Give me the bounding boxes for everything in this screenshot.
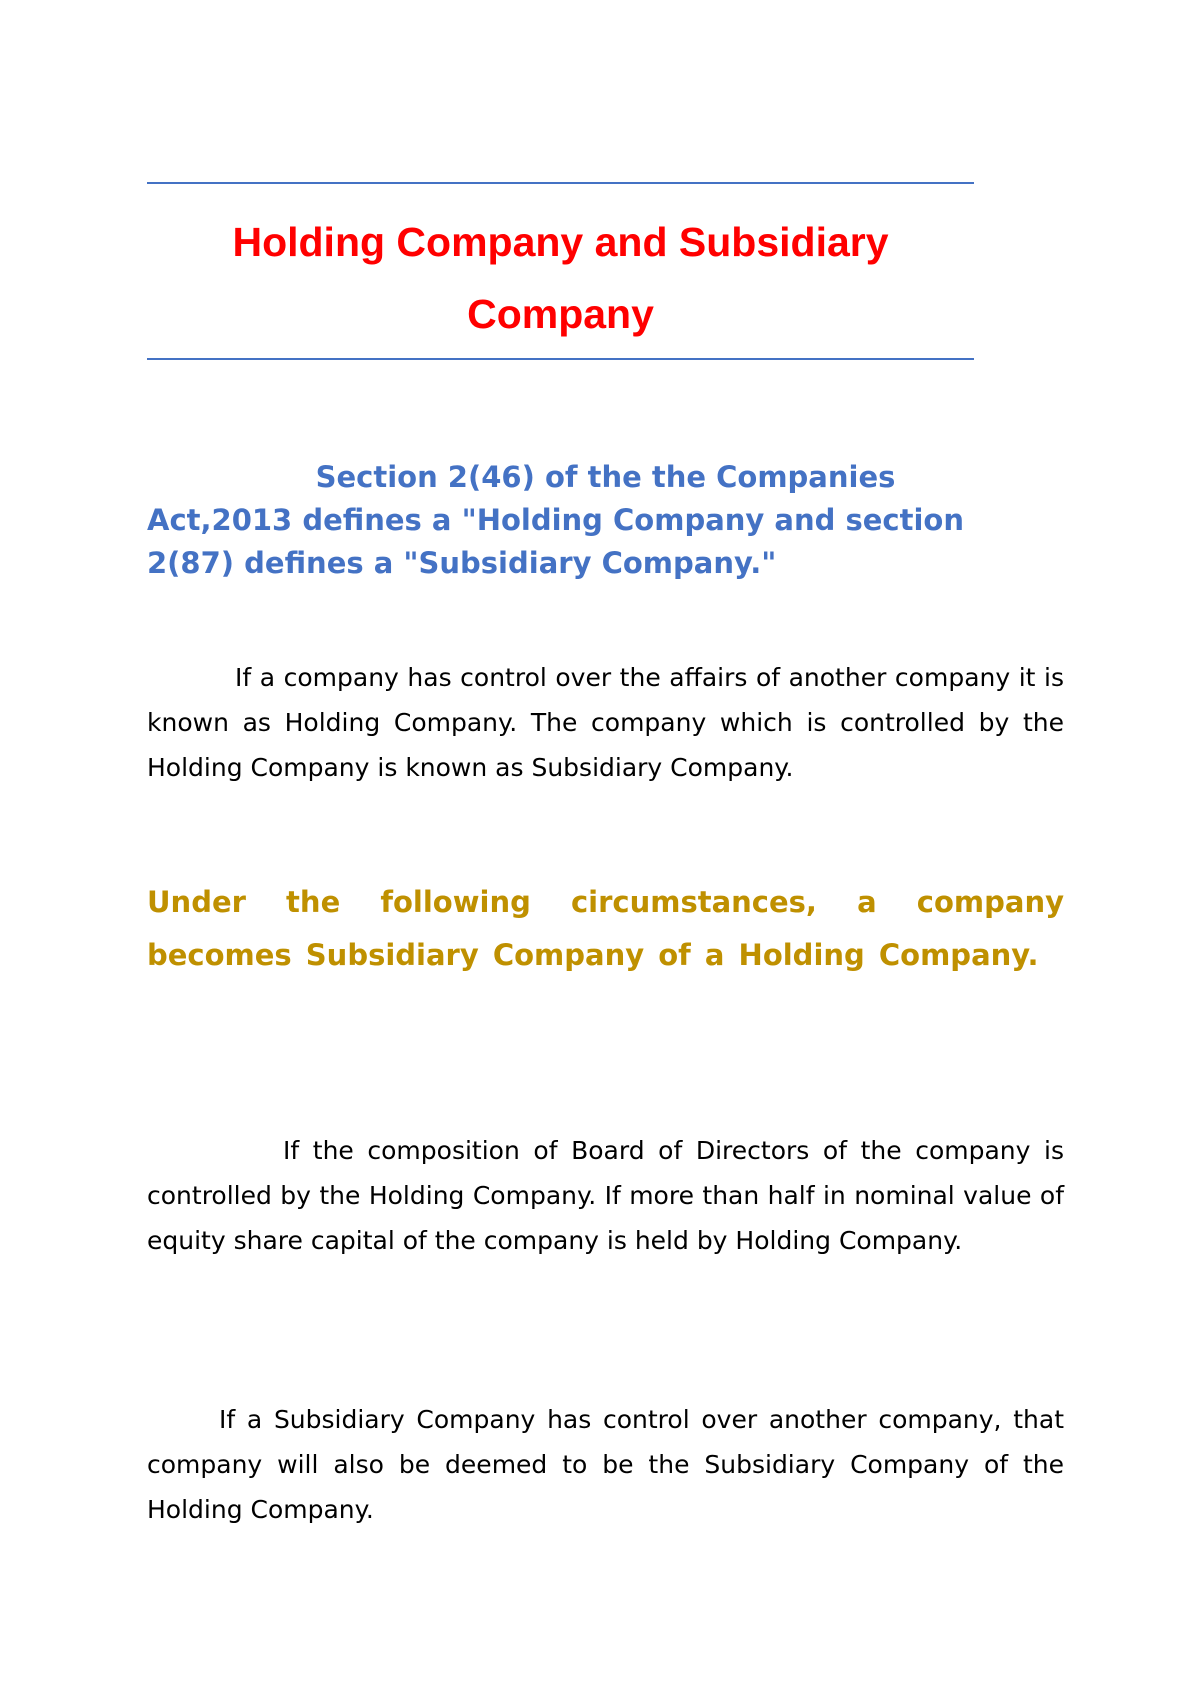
board-composition-paragraph: If the composition of Board of Directors of the company is controlled by the Holding Company. If more than half in nominal value of equity share capital of the company is held by Holding Company. bbox=[147, 1136, 1064, 1255]
section-definition-line-3: 2(87) defines a "Subsidiary Company." bbox=[147, 546, 777, 580]
indirect-subsidiary-paragraph: If a Subsidiary Company has control over another company, that company will also be deemed to be the Subsidiary Company of the Holding Company. bbox=[147, 1405, 1064, 1524]
title-top-rule bbox=[147, 182, 974, 184]
title-bottom-rule bbox=[147, 358, 974, 360]
page-title: Holding Company and Subsidiary Company bbox=[232, 219, 889, 337]
section-definition bbox=[147, 456, 1064, 585]
circumstances-heading: Under the following circumstances, a company becomes Subsidiary Company of a Holding Company. bbox=[147, 885, 1064, 972]
section-definition-line-2: Act,2013 defines a "Holding Company and section bbox=[147, 503, 964, 537]
holding-company-definition-paragraph: If a company has control over the affairs of another company it is known as Holding Company. The company which is controlled by the Holding Company is known as Subsidiary Company. bbox=[147, 663, 1064, 782]
section-definition-line-1: Section 2(46) of the the Companies bbox=[315, 460, 896, 494]
